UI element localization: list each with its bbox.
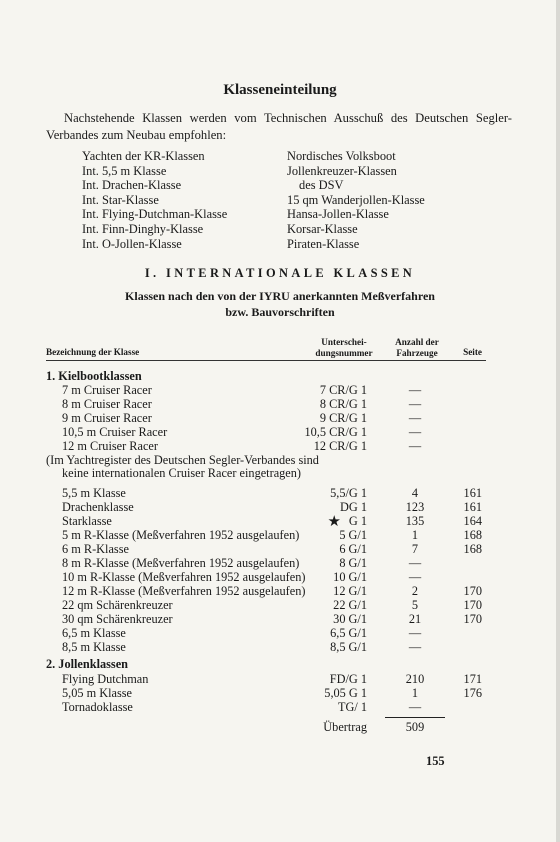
header-line: dungsnummer [315,347,373,358]
header-line: Anzahl der [395,337,439,347]
page-ref: 170 [463,584,482,598]
class-list-item: Int. Finn-Dinghy-Klasse [82,221,204,236]
distinction-number-text: 6,5 G/1 [330,626,367,640]
table-note [0,467,560,480]
header-page: Seite [463,347,482,357]
distinction-number [252,529,367,542]
distinction-number-text: 8,5 G/1 [330,640,367,654]
distinction-number [252,398,367,411]
distinction-number [252,426,367,439]
class-list-item: Int. Star-Klasse [82,192,159,207]
class-name: Starklasse [62,514,112,528]
distinction-number [252,585,367,598]
vessel-count: — [408,439,422,453]
table-row [0,673,560,686]
distinction-number-text: 22 G/1 [333,598,367,612]
vessel-count: 1 [411,686,419,700]
page-ref: 168 [463,528,482,542]
page-ref: 170 [463,612,482,626]
class-name: Drachenklasse [62,500,134,514]
distinction-number [252,412,367,425]
star-icon: ★ [327,514,341,530]
table-row [0,529,560,542]
total-rule [385,717,445,718]
distinction-number [252,613,367,626]
vessel-count: 5 [411,598,419,612]
header-rule [46,360,486,361]
distinction-number [252,641,367,654]
distinction-number-text: 8 G/1 [339,556,367,570]
distinction-number [252,440,367,453]
distinction-number [252,515,367,529]
class-list-item: Int. 5,5 m Klasse [82,163,167,178]
distinction-number-text: 5,5/G 1 [330,486,367,500]
table-row [0,487,560,500]
class-name: 5 m R-Klasse (Meßverfahren 1952 ausgelaufen) [62,528,300,542]
class-name: Flying Dutchman [62,672,149,686]
vessel-count: — [408,640,422,654]
page-ref: 168 [463,542,482,556]
distinction-number-text: 10,5 CR/G 1 [304,425,367,439]
class-name: 12 m Cruiser Racer [62,439,158,453]
distinction-number [252,571,367,584]
header-line: Unterschei- [321,337,367,347]
vessel-count: 509 [405,720,425,734]
class-list-item: Int. O-Jollen-Klasse [82,236,182,251]
group-heading [0,658,560,671]
header-distinction-number [300,337,388,358]
table-row [0,557,560,570]
distinction-number [252,384,367,397]
recommended-classes-left [82,149,272,251]
page-ref: 161 [463,486,482,500]
vessel-count: 1 [411,528,419,542]
class-name: 2. Jollenklassen [46,657,128,671]
page-ref: 170 [463,598,482,612]
subtitle-line: bzw. Bauvorschriften [225,304,335,319]
distinction-number-text: 10 G/1 [333,570,367,584]
class-list-item: Korsar-Klasse [287,221,358,236]
page-ref: 161 [463,500,482,514]
header-class-name: Bezeichnung der Klasse [46,347,140,357]
distinction-number [252,687,367,700]
vessel-count: 210 [405,672,425,686]
vessel-count: — [408,411,422,425]
class-list-item: Int. Flying-Dutchman-Klasse [82,207,228,222]
table-row [0,515,560,528]
table-row [0,599,560,612]
table-row [0,571,560,584]
header-vessel-count [387,337,447,358]
class-name: 5,5 m Klasse [62,486,126,500]
distinction-number-text: Übertrag [323,720,367,734]
table-row [0,701,560,714]
class-name: 10,5 m Cruiser Racer [62,425,168,439]
vessel-count: — [408,397,422,411]
distinction-number [252,701,367,714]
class-list-item: Nordisches Volksboot [287,149,396,163]
class-name: 9 m Cruiser Racer [62,411,152,425]
class-name: 8,5 m Klasse [62,640,126,654]
page-ref: 171 [463,672,482,686]
class-name: (Im Yachtregister des Deutschen Segler-Verbandes sind [46,453,319,467]
distinction-number-text: DG 1 [340,500,367,514]
page-ref: 176 [463,686,482,700]
distinction-number-text: FD/G 1 [329,672,367,686]
table-row [0,627,560,640]
class-name: 6 m R-Klasse [62,542,129,556]
distinction-number-text: G 1 [348,514,367,528]
distinction-number [252,627,367,640]
vessel-count: — [408,626,422,640]
class-name: 1. Kielbootklassen [46,369,142,383]
class-list-item: Int. Drachen-Klasse [82,178,182,193]
distinction-number-text: TG/ 1 [337,700,367,714]
distinction-number [252,673,367,686]
distinction-number-text: 7 CR/G 1 [319,383,367,397]
vessel-count: 21 [408,612,422,626]
class-list-item: 15 qm Wanderjollen-Klasse [287,192,425,207]
distinction-number-text: 5,05 G 1 [324,686,367,700]
table-row [0,721,560,734]
class-name: 7 m Cruiser Racer [62,383,152,397]
distinction-number-text: 9 CR/G 1 [319,411,367,425]
class-name: 30 qm Schärenkreuzer [62,612,173,626]
distinction-number-text: 6 G/1 [339,542,367,556]
page-number: 155 [426,754,445,768]
header-line: Fahrzeuge [396,347,438,358]
vessel-count: 2 [411,584,419,598]
class-name: keine internationalen Cruiser Racer eingetragen) [62,466,301,480]
class-list-item: Piraten-Klasse [287,236,360,251]
vessel-count: 123 [405,500,425,514]
class-list-item: Yachten der KR-Klassen [82,149,205,163]
class-list-item: des DSV [299,178,344,193]
class-name: 10 m R-Klasse (Meßverfahren 1952 ausgelaufen) [62,570,306,584]
distinction-number [252,557,367,570]
class-name: 6,5 m Klasse [62,626,126,640]
table-row [0,412,560,425]
table-row [0,440,560,453]
subtitle-line: Klassen nach den von der IYRU anerkannten Meßverfahren [125,289,435,303]
table-row [0,543,560,556]
page-ref: 164 [463,514,482,528]
vessel-count: 135 [405,514,425,528]
table-row [0,398,560,411]
page-title: Klasseneinteilung [223,82,337,98]
distinction-number [252,501,367,514]
distinction-number-text: 5 G/1 [339,528,367,542]
class-name: 22 qm Schärenkreuzer [62,598,173,612]
distinction-number [252,599,367,612]
class-name: 5,05 m Klasse [62,686,133,700]
table-row [0,687,560,700]
vessel-count: — [408,570,422,584]
vessel-count: — [408,383,422,397]
distinction-number [252,487,367,500]
group-heading [0,370,560,383]
class-name: 8 m R-Klasse (Meßverfahren 1952 ausgelaufen) [62,556,300,570]
distinction-number-text: 30 G/1 [333,612,367,626]
table-row [0,641,560,654]
class-name: 12 m R-Klasse (Meßverfahren 1952 ausgelaufen) [62,584,306,598]
class-name: Tornadoklasse [62,700,133,714]
table-row [0,585,560,598]
vessel-count: — [408,556,422,570]
vessel-count: 7 [411,542,419,556]
recommended-classes-right [287,149,487,251]
vessel-count: — [408,700,422,714]
distinction-number-text: 12 CR/G 1 [313,439,367,453]
distinction-number-text: 8 CR/G 1 [319,397,367,411]
table-row [0,613,560,626]
vessel-count: — [408,425,422,439]
class-list-item: Hansa-Jollen-Klasse [287,207,389,222]
section-title: I. INTERNATIONALE KLASSEN [144,266,416,280]
table-row [0,501,560,514]
distinction-number [252,721,367,734]
distinction-number-text: 12 G/1 [333,584,367,598]
table-row [0,384,560,397]
class-list-item: Jollenkreuzer-Klassen [287,163,397,178]
distinction-number [252,543,367,556]
table-row [0,426,560,439]
section-subtitle [0,289,560,320]
class-name: 8 m Cruiser Racer [62,397,152,411]
vessel-count: 4 [411,486,419,500]
intro-paragraph: Nachstehende Klassen werden vom Technischen Ausschuß des Deutschen Segler-Verbandes zum Neubau empfohlen: [46,111,512,142]
